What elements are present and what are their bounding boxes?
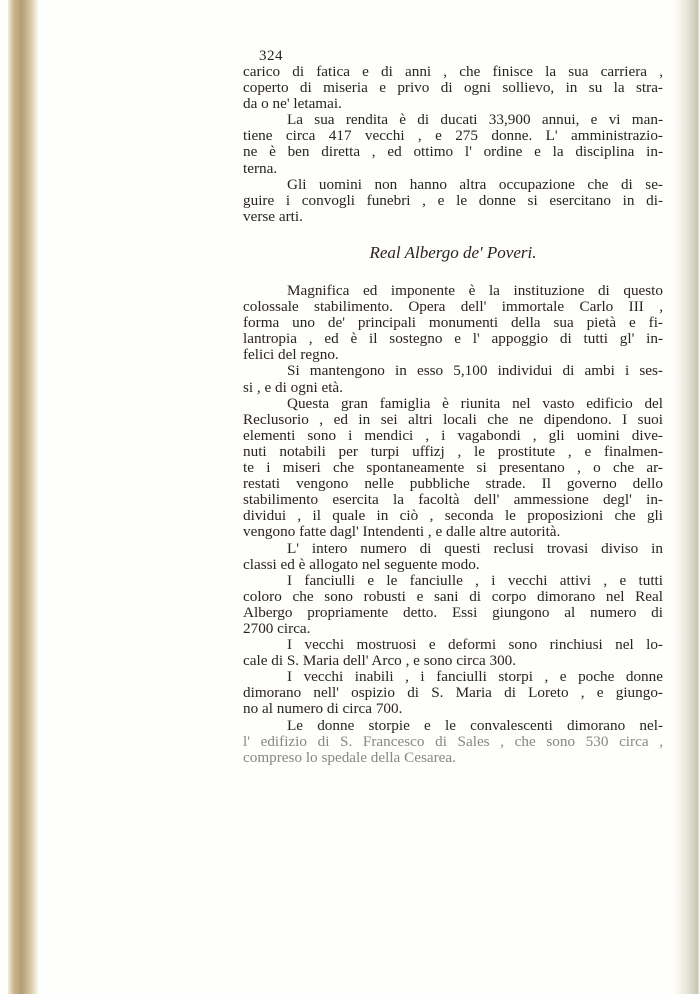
text-line: ne è ben diretta , ed ottimo l' ordine e la disciplina in- [243, 143, 663, 161]
text-line: Albergo propriamente detto. Essi giungono al numero di [243, 603, 663, 621]
text-line: I vecchi inabili , i fanciulli storpi , e poche donne [287, 668, 663, 686]
text-line: restati vengono nelle pubbliche strade. Il governo dello [243, 475, 663, 493]
text-line: elementi sono i mendici , i vagabondi , gli uomini dive- [243, 426, 663, 444]
text-line: te i miseri che spontaneamente si presentano , o che ar- [243, 459, 663, 477]
text-line: carico di fatica e di anni , che finisce la sua carriera , [243, 63, 663, 80]
page-right-edge [674, 0, 700, 994]
text-line: L' intero numero di questi reclusi trovasi diviso in [287, 539, 663, 557]
text-line: vengono fatte dagl' Intendenti , e dalle altre autorità. [243, 523, 561, 541]
text-line: coperto di miseria e privo di ogni sollievo, in su la stra- [243, 79, 663, 97]
text-line: coloro che sono robusti e sani di corpo dimorano nel Real [243, 587, 663, 605]
text-line: dimorano nell' ospizio di S. Maria di Loreto , e giungo- [243, 684, 663, 702]
text-line: classi ed è allogato nel seguente modo. [243, 555, 480, 573]
text-line: Reclusorio , ed in sei altri locali che ne dipendono. I suoi [243, 410, 663, 428]
text-line: stabilimento esercita la facoltà dell' ammessione degl' in- [243, 491, 663, 509]
text-line: Le donne storpie e le convalescenti dimorano nel- [287, 716, 663, 734]
text-line: cale di S. Maria dell' Arco , e sono circa 300. [243, 652, 517, 670]
text-line: guire i convogli funebri , e le donne si esercitano in di- [243, 191, 663, 209]
text-line: compreso lo spedale della Cesarea. [243, 748, 456, 766]
text-line: no al numero di circa 700. [243, 700, 403, 718]
text-line: 2700 circa. [243, 619, 311, 637]
text-line: dividui , il quale in ciò , seconda le proposizioni che gli [243, 507, 663, 525]
text-line: Questa gran famiglia è riunita nel vasto edificio del [287, 394, 663, 412]
text-line: da o ne' letamai. [243, 95, 342, 113]
text-line: La sua rendita è di ducati 33,900 annui, e vi man- [287, 111, 663, 129]
text-line: colossale stabilimento. Opera dell' immortale Carlo III , [243, 298, 663, 316]
text-line: nuti notabili per turpi uffizj , le prostitute , e finalmen- [243, 442, 663, 460]
text-line: l' edifizio di S. Francesco di Sales , che sono 530 circa , [243, 732, 663, 750]
text-line: forma uno de' principali monumenti della sua pietà e fi- [243, 314, 663, 332]
text-line: Gli uomini non hanno altra occupazione che di se- [287, 175, 663, 193]
text-line: Magnifica ed imponente è la instituzione di questo [287, 282, 663, 299]
page-gutter-edge [8, 0, 38, 994]
text-line: Si mantengono in esso 5,100 individui di ambi i ses- [287, 362, 663, 380]
text-line: si , e di ogni età. [243, 378, 343, 396]
section-heading: Real Albergo de' Poveri. [369, 243, 537, 262]
main-text-block [243, 283, 663, 766]
text-line: lantropia , ed è il sostegno e l' appoggio di tutti gl' in- [243, 330, 663, 348]
page-number: 324 [259, 48, 283, 64]
text-line: verse arti. [243, 207, 303, 225]
text-line: I vecchi mostruosi e deformi sono rinchiusi nel lo- [287, 636, 663, 654]
top-text-block [243, 64, 663, 225]
text-line: tiene circa 417 vecchi , e 275 donne. L' amministrazio- [243, 127, 663, 145]
text-line: felici del regno. [243, 346, 339, 364]
text-line: terna. [243, 159, 278, 177]
text-line: I fanciulli e le fanciulle , i vecchi attivi , e tutti [287, 571, 663, 589]
